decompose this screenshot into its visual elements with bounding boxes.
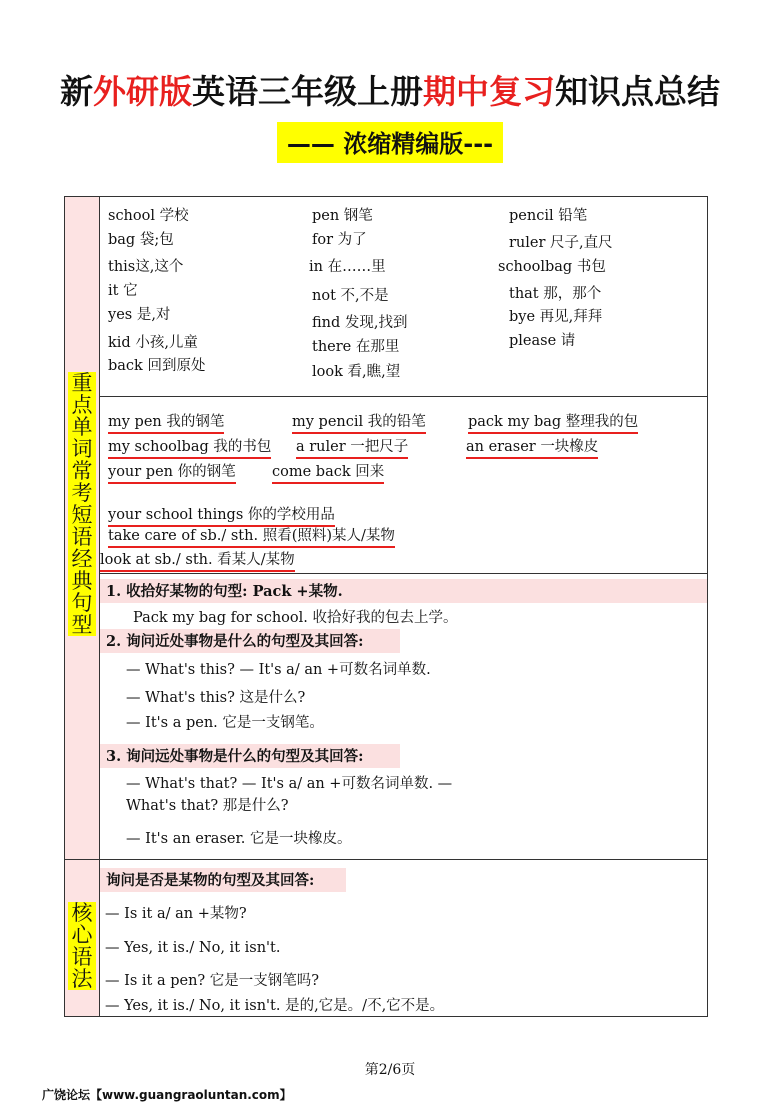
title-part-red: 外研版 [93, 72, 192, 111]
vocab-item: bye 再见,拜拜 [509, 309, 603, 325]
vocab-item: this这,这个 [108, 259, 184, 275]
page-title [0, 66, 780, 113]
phrase-item: an eraser 一块橡皮 [466, 438, 598, 459]
vocab-item: it 它 [108, 283, 138, 299]
vocab-item: school 学校 [108, 208, 189, 224]
vocab-item: yes 是,对 [108, 307, 171, 323]
vocab-item: look 看,瞧,望 [312, 364, 401, 380]
vocab-item: not 不,不是 [312, 288, 389, 304]
sentence-heading: 1. 收拾好某物的句型: Pack +某物. [106, 583, 343, 600]
vocab-item: for 为了 [312, 232, 367, 248]
sentence-line: — What's this? — It's a/ an +可数名词单数. [126, 662, 431, 678]
sentence-line: — It's an eraser. 它是一块橡皮。 [126, 831, 352, 847]
title-part: 知识点总结 [555, 72, 720, 111]
vocab-item: kid 小孩,儿童 [108, 335, 198, 351]
phrase-item: look at sb./ sth. 看某人/某物 [100, 551, 295, 572]
site-credit: 广饶论坛【www.guangraoluntan.com】 [42, 1088, 292, 1102]
grammar-line: — Yes, it is./ No, it isn't. 是的,它是。/不,它不是。 [105, 998, 445, 1014]
phrase-item: your pen 你的钢笔 [108, 463, 236, 484]
phrase-item: my schoolbag 我的书包 [108, 438, 271, 459]
phrase-item: come back 回来 [272, 463, 384, 484]
row-divider [100, 396, 708, 397]
vocab-item: there 在那里 [312, 339, 400, 355]
sentence-line: Pack my bag for school. 收拾好我的包去上学。 [133, 610, 458, 626]
sentence-line: — What's this? 这是什么? [126, 690, 306, 706]
section-label-grammar: 核心语法 [68, 902, 96, 990]
subtitle: —— 浓缩精编版--- [277, 122, 503, 163]
phrase-item: your school things 你的学校用品 [108, 506, 335, 527]
vocab-item: schoolbag 书包 [498, 259, 606, 275]
vocab-item: pen 钢笔 [312, 208, 373, 224]
section-label-vocab: 重点单词常考短语经典句型 [68, 372, 96, 636]
phrase-item: a ruler 一把尺子 [296, 438, 408, 459]
vocab-item: bag 袋;包 [108, 232, 174, 248]
sentence-line: — It's a pen. 它是一支钢笔。 [126, 715, 324, 731]
sentence-heading: 2. 询问近处事物是什么的句型及其回答: [106, 633, 364, 650]
grammar-line: — Yes, it is./ No, it isn't. [105, 940, 281, 956]
vocab-item: in 在……里 [309, 259, 386, 275]
title-part-red: 期中复习 [423, 72, 555, 111]
grammar-line: — Is it a/ an +某物? [105, 906, 247, 922]
vocab-item: find 发现,找到 [312, 315, 408, 331]
row-divider [65, 859, 708, 860]
phrase-item: take care of sb./ sth. 照看(照料)某人/某物 [108, 527, 395, 548]
title-part: 新 [60, 72, 93, 111]
title-part: 英语三年级上册 [192, 72, 423, 111]
vocab-item: pencil 铅笔 [509, 208, 588, 224]
phrase-item: my pencil 我的铅笔 [292, 413, 426, 434]
vocab-item: please 请 [509, 333, 576, 349]
vocab-item: ruler 尺子,直尺 [509, 235, 613, 251]
sentence-line: What's that? 那是什么? [126, 798, 289, 814]
grammar-heading: 询问是否是某物的句型及其回答: [106, 872, 315, 889]
grammar-line: — Is it a pen? 它是一支钢笔吗? [105, 973, 320, 989]
vocab-item: that 那，那个 [509, 286, 602, 302]
phrase-item: my pen 我的钢笔 [108, 413, 224, 434]
sentence-line: — What's that? — It's a/ an +可数名词单数. — [126, 776, 453, 792]
row-divider [100, 573, 708, 574]
sentence-heading: 3. 询问远处事物是什么的句型及其回答: [106, 748, 364, 765]
phrase-item: pack my bag 整理我的包 [468, 413, 638, 434]
page-number: 第2/6页 [364, 1062, 416, 1078]
vocab-item: back 回到原处 [108, 358, 206, 374]
